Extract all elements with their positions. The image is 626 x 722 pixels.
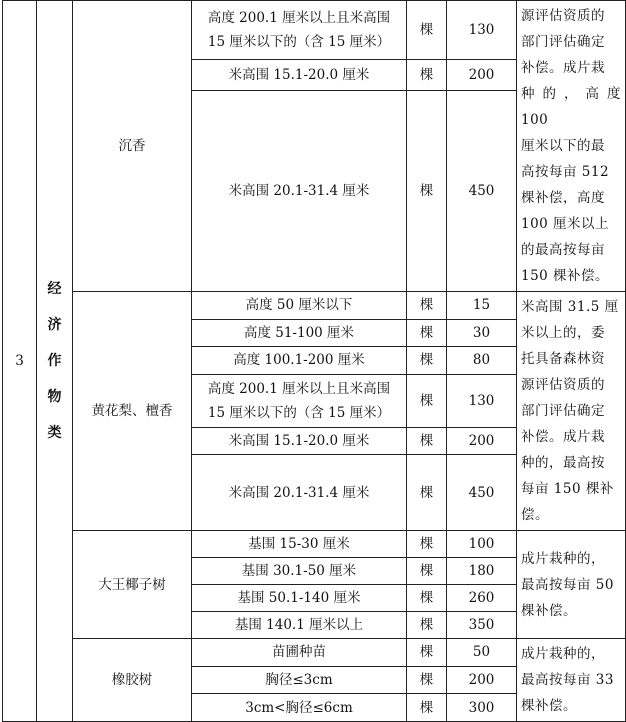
- spec-cell: 基围 15-30 厘米: [192, 531, 407, 558]
- unit-cell: 棵: [407, 91, 447, 292]
- spec-cell: 3cm<胸径≤6cm: [192, 694, 407, 722]
- spec-line: 15 厘米以下的（含 15 厘米）: [207, 404, 391, 421]
- note-line: 补偿。成片栽: [521, 429, 605, 445]
- note-line: 源评估资质的: [521, 377, 605, 393]
- unit-cell: 棵: [407, 612, 447, 639]
- note-line: 棵补偿，高度: [521, 190, 605, 206]
- price-cell: 200: [447, 60, 517, 91]
- price-cell: 200: [447, 427, 517, 455]
- note-line: 棵补偿。: [521, 602, 577, 619]
- price-cell: 200: [447, 666, 517, 694]
- spec-cell: 高度 51-100 厘米: [192, 319, 407, 347]
- spec-cell: 米高围 20.1-31.4 厘米: [192, 455, 407, 531]
- unit-cell: 棵: [407, 374, 447, 427]
- note-line: 高按每亩 512: [521, 164, 610, 180]
- note-line: 每亩 150 棵补: [521, 481, 614, 497]
- note-cell: [517, 639, 626, 722]
- price-cell: 450: [447, 455, 517, 531]
- price-cell: 15: [447, 292, 517, 320]
- note-line: 部门评估确定: [521, 403, 605, 419]
- spec-cell: 高度 100.1-200 厘米: [192, 347, 407, 375]
- note-line: 部门评估确定: [521, 34, 605, 50]
- spec-line: 高度 200.1 厘米以上且米高围: [207, 10, 391, 27]
- note-cell: [517, 292, 626, 531]
- note-line: 米高围 31.5 厘: [521, 299, 619, 315]
- unit-cell: 棵: [407, 694, 447, 722]
- note-cell: [517, 1, 626, 292]
- spec-cell: [192, 374, 407, 427]
- price-cell: 80: [447, 347, 517, 375]
- unit-cell: 棵: [407, 639, 447, 667]
- note-line: 成片栽种的，: [521, 646, 605, 662]
- group-name: 大王椰子树: [73, 531, 192, 639]
- group-name: 橡胶树: [73, 639, 192, 722]
- unit-cell: 棵: [407, 427, 447, 455]
- price-cell: 130: [447, 1, 517, 60]
- spec-cell: 苗圃种苗: [192, 639, 407, 667]
- spec-cell: 基围 50.1-140 厘米: [192, 585, 407, 612]
- price-cell: 450: [447, 91, 517, 292]
- price-cell: 30: [447, 319, 517, 347]
- unit-cell: 棵: [407, 1, 447, 60]
- price-cell: 350: [447, 612, 517, 639]
- unit-cell: 棵: [407, 666, 447, 694]
- note-line: 种的，最高按: [521, 455, 605, 471]
- unit-cell: 棵: [407, 319, 447, 347]
- category-cell: [37, 1, 73, 722]
- unit-cell: 棵: [407, 558, 447, 585]
- note-line: 100 厘米以上: [521, 216, 610, 232]
- note-line: 150 棵补偿。: [521, 268, 610, 284]
- price-cell: 260: [447, 585, 517, 612]
- note-line: 托具备森林资: [521, 351, 605, 367]
- note-line: 种的，高度 100: [521, 86, 621, 128]
- spec-cell: 米高围 15.1-20.0 厘米: [192, 427, 407, 455]
- note-line: 米以上的，委: [521, 325, 605, 341]
- price-cell: 180: [447, 558, 517, 585]
- note-line: 最高按每亩 33: [521, 672, 614, 688]
- spec-cell: 基围 30.1-50 厘米: [192, 558, 407, 585]
- group-name: 沉香: [73, 1, 192, 292]
- spec-cell: 米高围 15.1-20.0 厘米: [192, 60, 407, 91]
- note-line: 补偿。成片栽: [521, 60, 605, 76]
- row-number-cell: 3: [3, 1, 37, 722]
- price-cell: 130: [447, 374, 517, 427]
- note-line: 厘米以下的最: [521, 138, 605, 154]
- compensation-table: [2, 0, 626, 722]
- spec-cell: 高度 50 厘米以下: [192, 292, 407, 320]
- spec-line: 15 厘米以下的（含 15 厘米）: [207, 34, 391, 51]
- note-line: 源评估资质的: [521, 8, 605, 24]
- spec-cell: 米高围 20.1-31.4 厘米: [192, 91, 407, 292]
- note-line: 棵补偿。: [521, 698, 577, 714]
- category-text: 经济作物类: [47, 281, 62, 441]
- unit-cell: 棵: [407, 455, 447, 531]
- unit-cell: 棵: [407, 347, 447, 375]
- unit-cell: 棵: [407, 60, 447, 91]
- unit-cell: 棵: [407, 531, 447, 558]
- price-cell: 300: [447, 694, 517, 722]
- note-line: 成片栽种的，: [521, 550, 605, 567]
- spec-cell: 基围 140.1 厘米以上: [192, 612, 407, 639]
- spec-cell: [192, 1, 407, 60]
- group-name: 黄花梨、檀香: [73, 292, 192, 531]
- price-cell: 100: [447, 531, 517, 558]
- unit-cell: 棵: [407, 585, 447, 612]
- unit-cell: 棵: [407, 292, 447, 320]
- price-cell: 50: [447, 639, 517, 667]
- note-line: 的最高按每亩: [521, 242, 605, 258]
- note-cell: [517, 531, 626, 639]
- spec-line: 高度 200.1 厘米以上且米高围: [207, 380, 391, 397]
- spec-cell: 胸径≤3cm: [192, 666, 407, 694]
- note-line: 偿。: [521, 507, 549, 523]
- note-line: 最高按每亩 50: [521, 576, 614, 593]
